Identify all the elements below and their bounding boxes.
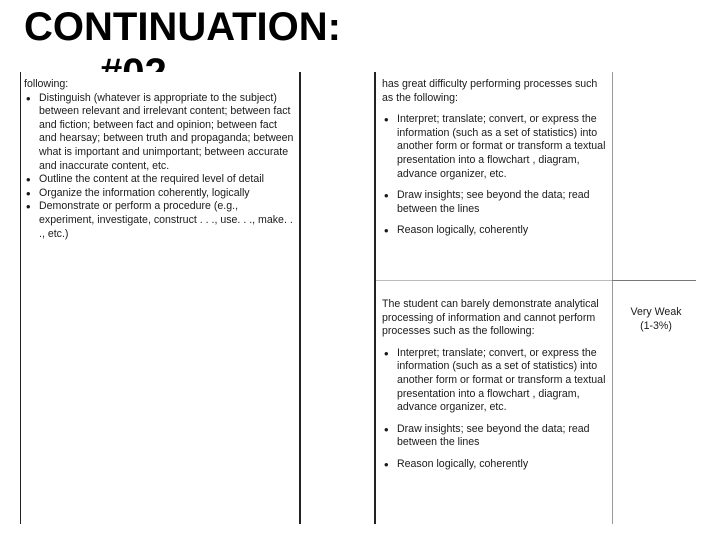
right-lower-bullet-reason: • Reason logically, coherently [382,458,608,472]
right-upper-bullet-reason: • Reason logically, coherently [382,224,608,238]
row-divider [376,280,612,281]
row-divider-rating [612,280,696,281]
right-lower-bullet-interpret: • Interpret; translate; convert, or express the information (such as a set of statistics) into another form or format or transform a textual presentation into a flowchart , diagram, advance organizer, etc. [382,347,608,415]
table-border-rating [612,72,613,524]
left-criteria-cell [24,78,296,241]
left-bullet-organize: • Organize the information coherently, logically [24,187,296,201]
scanned-rubric-table [16,72,696,524]
right-lower-intro-text: The student can barely demonstrate analytical processing of information and cannot perform processes such as the following: [382,298,599,338]
right-lower-bullet-list [382,347,608,472]
rating-range: (1-3%) [640,319,672,332]
left-intro-text: following: [24,78,69,90]
right-upper-intro-text: has great difficulty performing processes such as the following: [382,78,598,104]
right-criteria-cell-lower [382,298,608,472]
right-upper-bullet-interpret: • Interpret; translate; convert, or express the information (such as a set of statistics) into another form or format or transform a textual presentation into a flowchart , diagram, advance organizer, etc. [382,113,608,181]
right-criteria-cell-upper [382,78,608,238]
right-lower-bullet-insights: • Draw insights; see beyond the data; read between the lines [382,423,608,450]
left-bullet-list [24,92,296,242]
rating-cell [616,306,696,333]
left-bullet-outline: • Outline the content at the required level of detail [24,173,296,187]
table-border-right-content [374,72,376,524]
left-bullet-demonstrate: • Demonstrate or perform a procedure (e.g., experiment, investigate, construct . . ., use. . ., make. . ., etc.) [24,200,296,241]
left-bullet-distinguish: • Distinguish (whatever is appropriate to the subject) between relevant and irrelevant content; between fact and fiction; between fact and opinion; between fact and hearsay; between truth and propaganda; between what is important and unimportant; between accurate and inaccurate content, etc. [24,92,296,174]
right-upper-bullet-insights: • Draw insights; see beyond the data; read between the lines [382,189,608,216]
table-border-left [20,72,21,524]
right-upper-bullet-list [382,113,608,238]
table-border-middle [299,72,301,524]
rating-label: Very Weak [630,306,682,318]
slide-title-line-1: CONTINUATION: [24,5,341,49]
